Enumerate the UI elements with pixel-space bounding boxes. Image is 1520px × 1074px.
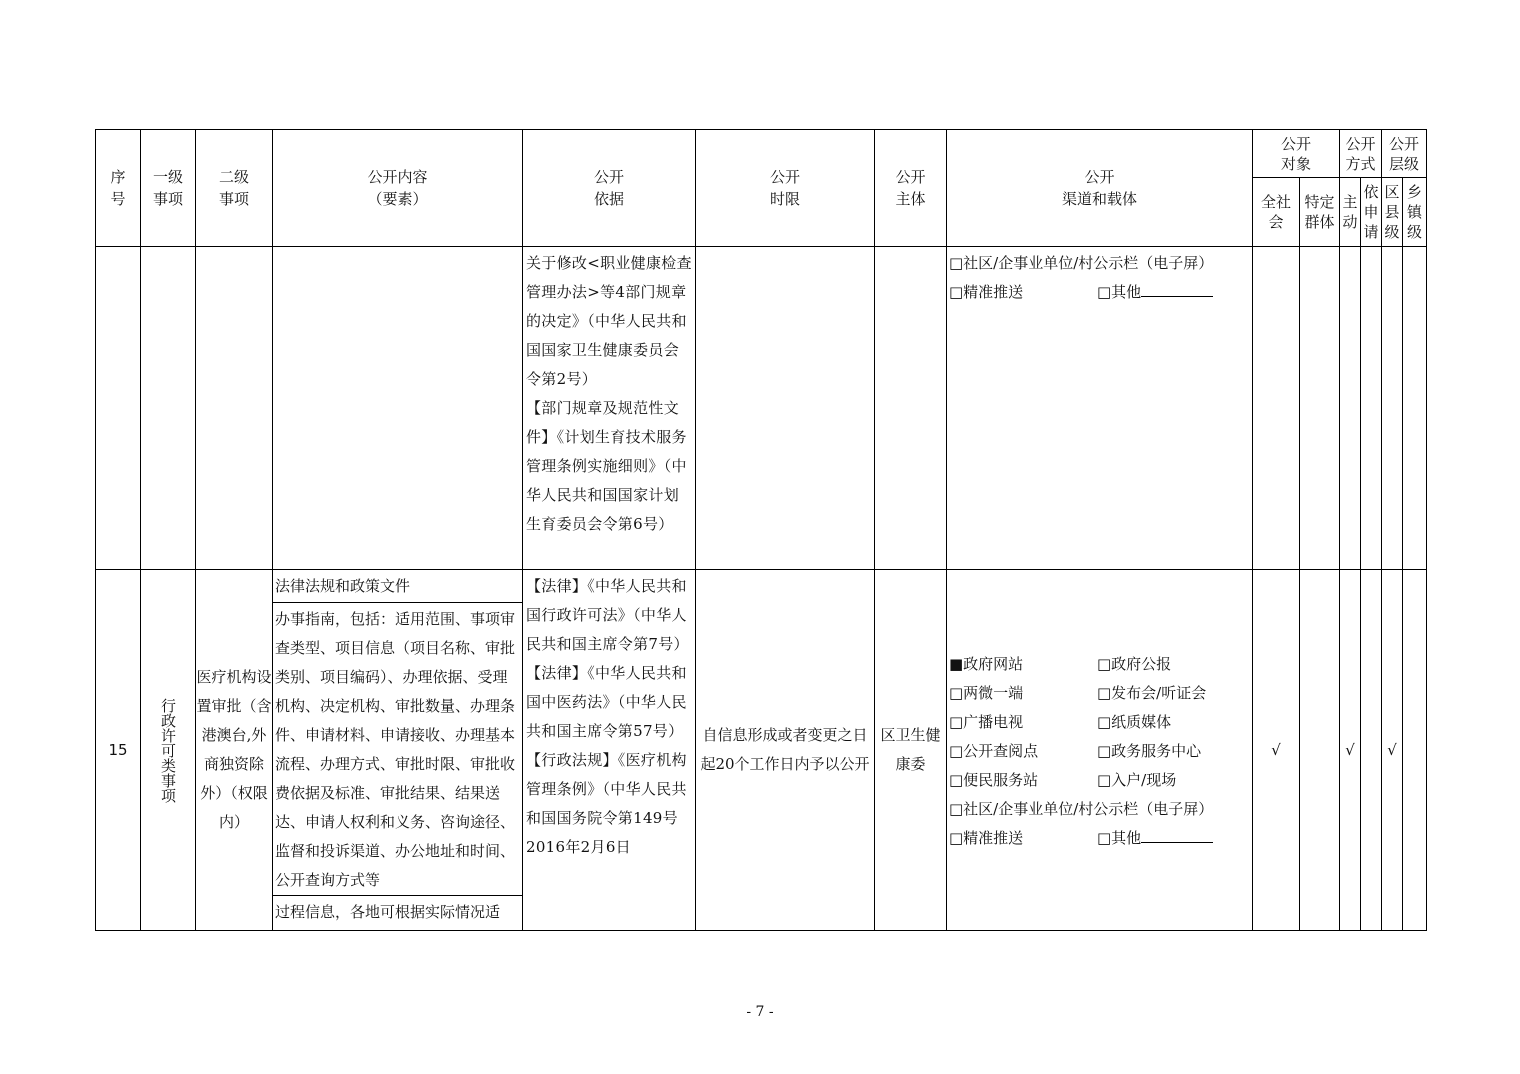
channel-option: □政府公报 — [1097, 654, 1172, 673]
header-basis: 公开 依据 — [523, 130, 696, 247]
header-seq: 序 号 — [96, 130, 141, 247]
row15-level2: 医疗机构设置审批（含港澳台,外商独资除外）（权限内） — [196, 570, 273, 931]
cont-channel-row — [949, 278, 1250, 307]
cont-subject — [875, 247, 947, 570]
row15-mode-apply — [1361, 570, 1382, 931]
cont-mode-apply — [1361, 247, 1382, 570]
cont-channel-list — [947, 247, 1252, 307]
page-number: - 7 - — [746, 1004, 774, 1020]
channel-option: □精准推送 — [949, 283, 1024, 301]
cont-target-all — [1253, 247, 1300, 570]
channel-option: ■政府网站 — [949, 654, 1024, 673]
channel-option: □入户/现场 — [1097, 770, 1177, 789]
fill-in-line — [1141, 280, 1213, 297]
header-mode-active: 主 动 — [1340, 178, 1361, 247]
header-mode-apply: 依 申 请 — [1361, 178, 1382, 247]
row15-content — [273, 570, 523, 931]
channel-option: □纸质媒体 — [1097, 712, 1172, 731]
cont-target-specific — [1300, 247, 1340, 570]
channel-option: □政务服务中心 — [1097, 741, 1202, 760]
row15-target-all: √ — [1253, 570, 1300, 931]
channel-option: □其他 — [1097, 278, 1213, 307]
header-channels: 公开 渠道和载体 — [947, 130, 1253, 247]
row15-channel-row — [949, 650, 1250, 679]
content-process: 过程信息，各地可根据实际情况适 — [275, 903, 501, 921]
channel-option: □社区/企事业单位/村公示栏（电子屏） — [949, 799, 1214, 818]
header-mode-group: 公开 方式 — [1340, 130, 1382, 178]
row15-level-district: √ — [1382, 570, 1403, 931]
channel-option: □发布会/听证会 — [1097, 683, 1207, 702]
row15-mode-active: √ — [1340, 570, 1361, 931]
channel-option: □公开查阅点 — [949, 741, 1039, 760]
row15-target-specific — [1300, 570, 1340, 931]
header-level-group: 公开 层级 — [1382, 130, 1427, 178]
cont-channel-row — [949, 249, 1250, 278]
row15-time-limit: 自信息形成或者变更之日起20个工作日内予以公开 — [696, 570, 875, 931]
header-level2: 二级 事项 — [196, 130, 273, 247]
header-target-all: 全社 会 — [1253, 178, 1300, 247]
header-level1: 一级 事项 — [141, 130, 196, 247]
content-laws: 法律法规和政策文件 — [273, 570, 522, 603]
channel-option: □两微一端 — [949, 683, 1024, 702]
cont-level-district — [1382, 247, 1403, 570]
header-subject: 公开 主体 — [875, 130, 947, 247]
row15-subject: 区卫生健康委 — [875, 570, 947, 931]
channel-option: □广播电视 — [949, 712, 1024, 731]
header-level-town: 乡 镇 级 — [1403, 178, 1427, 247]
row15-seq: 15 — [96, 570, 141, 931]
cont-channels — [947, 247, 1253, 570]
channel-option: □其他 — [1097, 824, 1213, 853]
row15-channel-list — [947, 648, 1252, 853]
channel-option: □社区/企事业单位/村公示栏（电子屏） — [949, 254, 1214, 272]
row15-channel-row — [949, 708, 1250, 737]
header-level-district: 区 县 级 — [1382, 178, 1403, 247]
table-row-15 — [96, 570, 1427, 931]
cont-seq — [96, 247, 141, 570]
table-row-continuation — [96, 247, 1427, 570]
channel-option: □精准推送 — [949, 828, 1024, 847]
row15-basis: 【法律】《中华人民共和国行政许可法》（中华人民共和国主席令第7号） 【法律】《中华人民共和国中医药法》（中华人民共和国主席令第57号） 【行政法规】《医疗机构管理条例》（中华人民共和国国务院令第149号 2016年2月6日 — [523, 570, 696, 931]
row15-channel-row — [949, 824, 1250, 853]
cont-level-town — [1403, 247, 1427, 570]
header-target-group: 公开 对象 — [1253, 130, 1340, 178]
cont-content — [273, 247, 523, 570]
header-content: 公开内容 （要素） — [273, 130, 523, 247]
cont-basis: 关于修改<职业健康检查管理办法>等4部门规章的决定》（中华人民共和国国家卫生健康委员会令第2号） 【部门规章及规范性文件】《计划生育技术服务管理条例实施细则》（中华人民共和国国家计划生育委员会令第6号） — [523, 247, 696, 570]
row15-level1: 行政许可类事项 — [141, 570, 196, 931]
cont-level1 — [141, 247, 196, 570]
header-time-limit: 公开 时限 — [696, 130, 875, 247]
row15-channel-row — [949, 766, 1250, 795]
fill-in-line — [1141, 826, 1213, 843]
cont-mode-active — [1340, 247, 1361, 570]
cont-time-limit — [696, 247, 875, 570]
row15-channel-row — [949, 795, 1250, 824]
content-guide: 办事指南，包括：适用范围、事项审查类型、项目信息（项目名称、审批类别、项目编码）、办理依据、受理机构、决定机构、审批数量、办理条件、申请材料、申请接收、办理基本流程、办理方式、审批时限、审批收费依据及标准、审批结果、结果送达、申请人权利和义务、咨询途径、监督和投诉渠道、办公地址和时间、公开查询方式等 — [273, 603, 522, 896]
cont-level2 — [196, 247, 273, 570]
header-target-specific: 特定 群体 — [1300, 178, 1340, 247]
row15-channel-row — [949, 679, 1250, 708]
row15-level-town — [1403, 570, 1427, 931]
channel-option: □便民服务站 — [949, 770, 1039, 789]
row15-channel-row — [949, 737, 1250, 766]
disclosure-table — [95, 129, 1427, 931]
row15-channels — [947, 570, 1253, 931]
